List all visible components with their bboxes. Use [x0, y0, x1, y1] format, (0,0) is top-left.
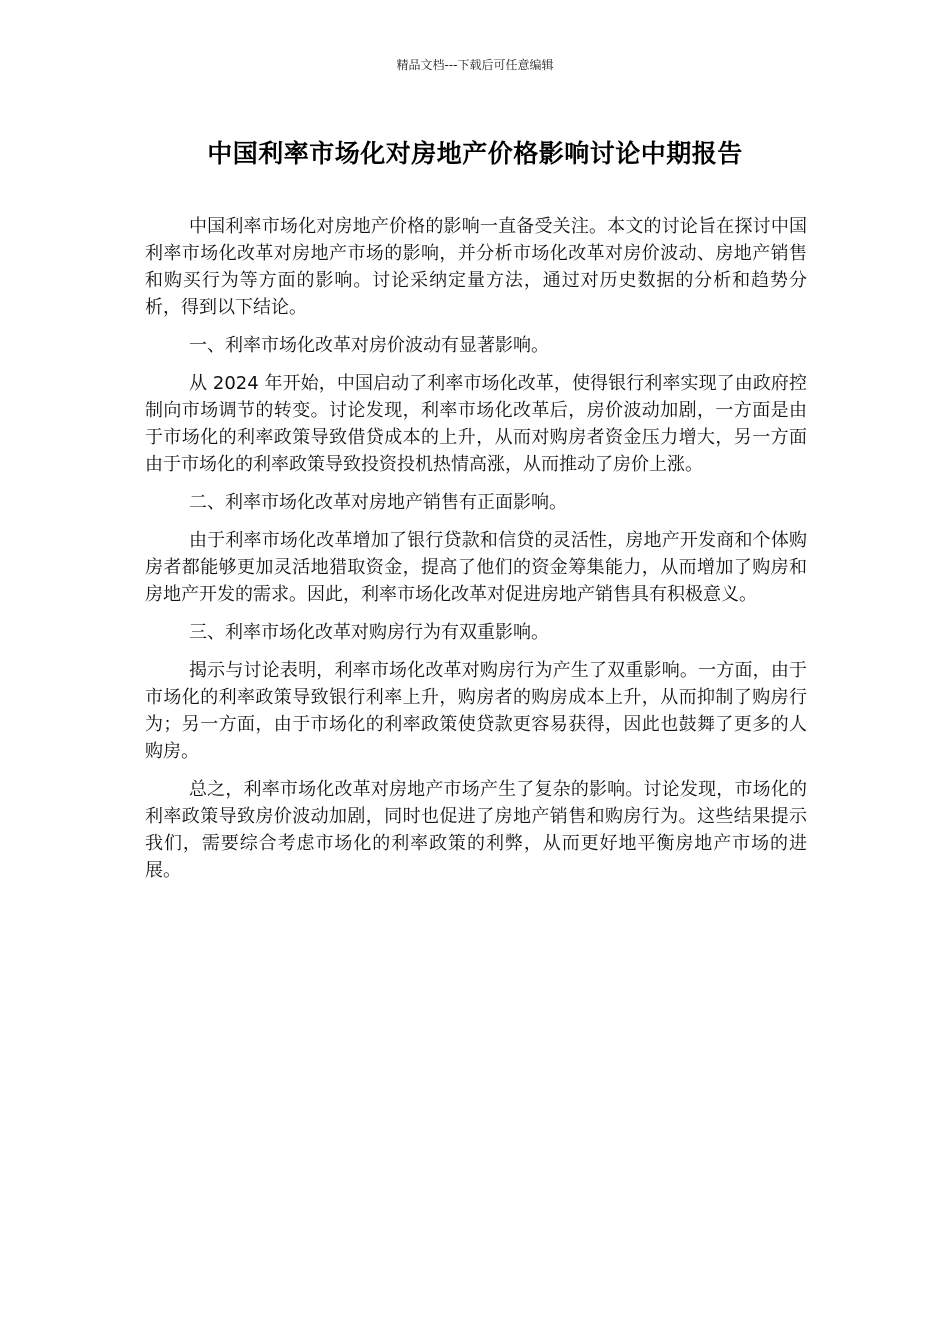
section-heading-1: 一、利率市场化改革对房价波动有显著影响。: [189, 335, 549, 356]
conclusion-paragraph: 总之，利率市场化改革对房地产市场产生了复杂的影响。讨论发现，市场化的利率政策导致房价波动加剧，同时也促进了房地产销售和购房行为。这些结果提示我们，需要综合考虑市场化的利率政策的利弊，从而更好地平衡房地产市场的进展。: [145, 779, 807, 881]
body-paragraph-2: 由于利率市场化改革增加了银行贷款和信贷的灵活性，房地产开发商和个体购房者都能够更加灵活地猎取资金，提高了他们的资金筹集能力，从而增加了购房和房地产开发的需求。因此，利率市场化改革对促进房地产销售具有积极意义。: [145, 530, 807, 605]
section-heading-2: 二、利率市场化改革对房地产销售有正面影响。: [189, 492, 567, 513]
section-heading-3: 三、利率市场化改革对购房行为有双重影响。: [189, 622, 549, 643]
document-body: [145, 213, 807, 895]
page-header: 精品文档---下载后可任意编辑: [396, 58, 554, 72]
intro-paragraph: 中国利率市场化对房地产价格的影响一直备受关注。本文的讨论旨在探讨中国利率市场化改革对房地产市场的影响，并分析市场化改革对房价波动、房地产销售和购买行为等方面的影响。讨论采纳定量方法，通过对历史数据的分析和趋势分析，得到以下结论。: [145, 216, 807, 318]
body-paragraph-1: 从 2024 年开始，中国启动了利率市场化改革，使得银行利率实现了由政府控制向市场调节的转变。讨论发现，利率市场化改革后，房价波动加剧，一方面是由于市场化的利率政策导致借贷成本的上升，从而对购房者资金压力增大，另一方面由于市场化的利率政策导致投资投机热情高涨，从而推动了房价上涨。: [145, 373, 807, 475]
document-title: 中国利率市场化对房地产价格影响讨论中期报告: [207, 139, 743, 168]
body-paragraph-3: 揭示与讨论表明，利率市场化改革对购房行为产生了双重影响。一方面，由于市场化的利率政策导致银行利率上升，购房者的购房成本上升，从而抑制了购房行为；另一方面，由于市场化的利率政策使贷款更容易获得，因此也鼓舞了更多的人购房。: [145, 660, 807, 762]
